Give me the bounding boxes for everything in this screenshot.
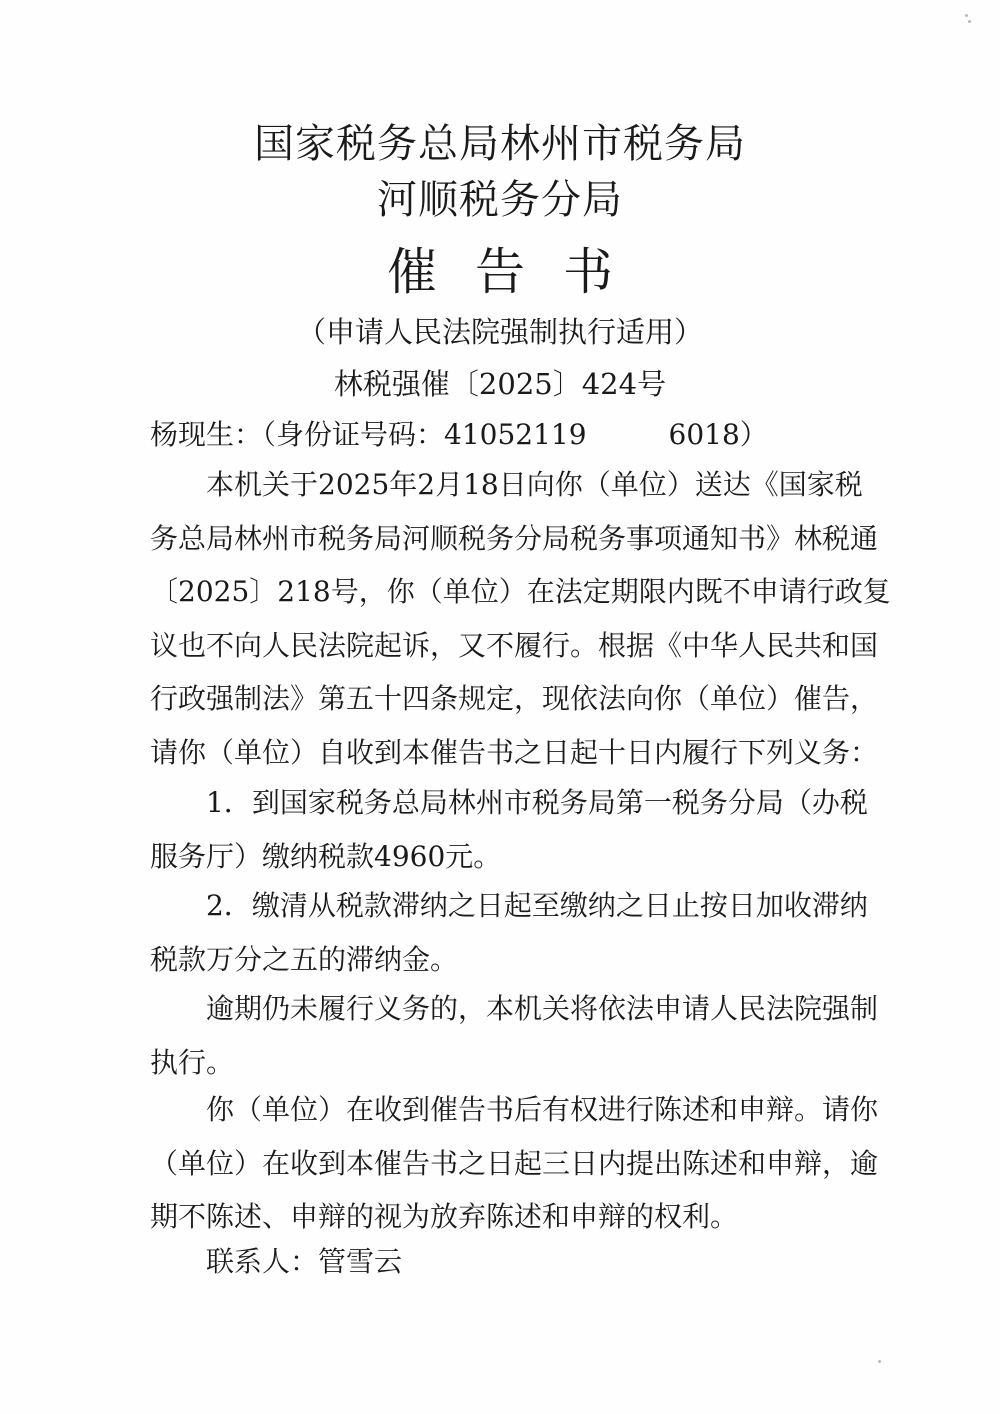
item-line: 服务厅）缴纳税款4960元。 bbox=[150, 839, 502, 873]
body-line: 〔2025〕218号，你（单位）在法定期限内既不申请行政复 bbox=[150, 575, 891, 608]
overdue-line: 逾期仍未履行义务的，本机关将依法申请人民法院强制 bbox=[206, 992, 879, 1025]
body-line: 行政强制法》第五十四条规定，现依法向你（单位）催告， bbox=[150, 682, 879, 715]
obligation-item-2 bbox=[150, 879, 868, 986]
body-line: 议也不向人民法院起诉，又不履行。根据《中华人民共和国 bbox=[150, 628, 879, 662]
recipient-name: 杨现生： bbox=[150, 418, 263, 451]
body-line: 请你（单位）自收到本催告书之日起十日内履行下列义务： bbox=[150, 735, 879, 769]
recipient-id-prefix: （身份证号码：41052119 bbox=[262, 418, 587, 451]
scan-speck bbox=[965, 14, 968, 17]
org-name-line2: 河顺税务分局 bbox=[377, 177, 623, 223]
contact-line bbox=[150, 1240, 860, 1280]
document-scope: （申请人民法院强制执行适用） bbox=[296, 315, 703, 349]
rights-line: （单位）在收到本催告书之日起三日内提出陈述和申辩，逾 bbox=[150, 1146, 879, 1180]
overdue-line: 执行。 bbox=[150, 1045, 235, 1079]
document-title: 催告书 bbox=[387, 243, 651, 301]
document-number: 林税强催〔2025〕424号 bbox=[333, 367, 667, 401]
scan-speck bbox=[878, 1360, 881, 1363]
rights-line: 你（单位）在收到催告书后有权进行陈述和申辩。请你 bbox=[206, 1093, 879, 1126]
overdue-paragraph bbox=[150, 982, 879, 1089]
org-name-line1: 国家税务总局林州市税务局 bbox=[254, 121, 746, 167]
contact-person: 联系人：管雪云 bbox=[206, 1245, 403, 1278]
scan-speck bbox=[968, 20, 971, 23]
rights-line: 期不陈述、申辩的视为放弃陈述和申辩的权利。 bbox=[150, 1200, 739, 1233]
obligation-item-1 bbox=[150, 776, 868, 883]
rights-paragraph bbox=[150, 1083, 879, 1244]
item-line: 2．缴清从税款滞纳之日起至缴纳之日止按日加收滞纳 bbox=[206, 889, 868, 922]
body-line: 务总局林州市税务局河顺税务分局税务事项通知书》林税通 bbox=[150, 521, 879, 555]
body-paragraph bbox=[150, 458, 891, 779]
item-line: 税款万分之五的滞纳金。 bbox=[150, 942, 459, 976]
recipient-id-suffix: 6018） bbox=[668, 418, 768, 451]
item-line: 1．到国家税务总局林州市税务局第一税务分局（办税 bbox=[206, 786, 868, 819]
body-line: 本机关于2025年2月18日向你（单位）送达《国家税 bbox=[206, 468, 863, 501]
recipient-line bbox=[150, 413, 860, 453]
